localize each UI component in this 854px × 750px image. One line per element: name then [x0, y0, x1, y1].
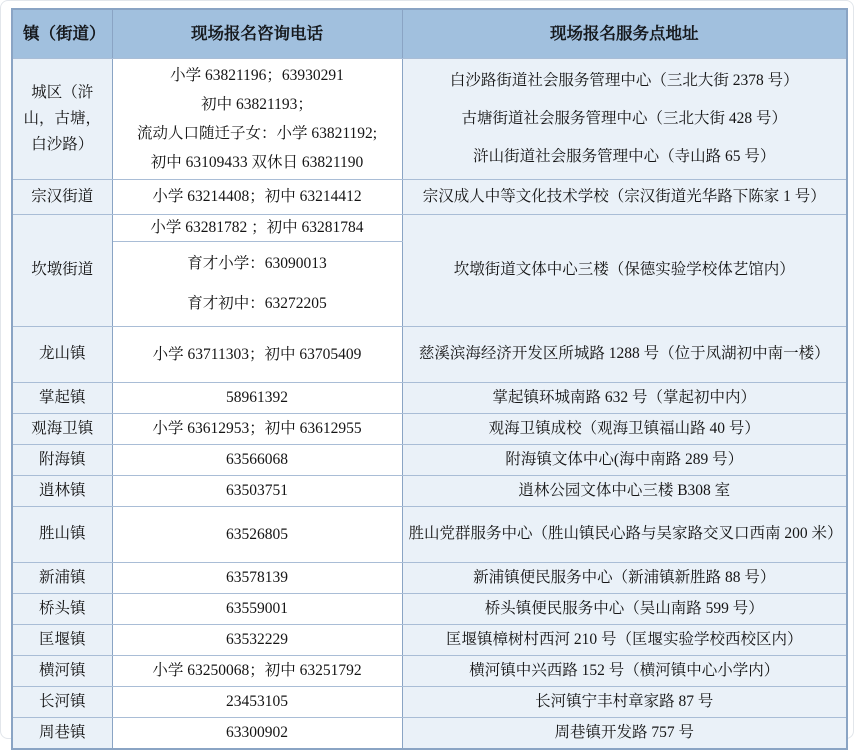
table-row [12, 593, 847, 624]
header-phone: 现场报名咨询电话 [112, 9, 402, 58]
address-line: 古塘街道社会服务管理中心（三北大街 428 号） [461, 109, 787, 127]
header-town: 镇（街道） [12, 9, 112, 58]
phone-line: 育才小学：63090013 [187, 254, 327, 272]
table-row [12, 413, 847, 444]
phone-line: 小学 63821196；63930291 [170, 66, 344, 84]
town-cell: 龙山镇 [12, 326, 112, 382]
address-cell: 横河镇中兴西路 152 号（横河镇中心小学内） [402, 655, 847, 686]
phone-cell: 小学 63281782 ；初中 63281784 [112, 214, 402, 241]
address-line: 白沙路街道社会服务管理中心（三北大街 2378 号） [449, 71, 799, 89]
address-cell: 周巷镇开发路 757 号 [402, 717, 847, 749]
table-row [12, 179, 847, 214]
phone-cell [112, 58, 402, 179]
town-cell: 桥头镇 [12, 593, 112, 624]
phone-cell: 58961392 [112, 382, 402, 413]
address-cell [402, 58, 847, 179]
address-cell: 匡堰镇樟树村西河 210 号（匡堰实验学校西校区内） [402, 624, 847, 655]
phone-line: 初中 63821193； [201, 95, 313, 113]
phone-cell: 小学 63214408；初中 63214412 [112, 179, 402, 214]
table-row [12, 382, 847, 413]
table-row [12, 58, 847, 179]
town-cell: 胜山镇 [12, 506, 112, 562]
town-cell: 城区（浒山，古塘，白沙路） [12, 58, 112, 179]
phone-cell: 小学 63711303；初中 63705409 [112, 326, 402, 382]
phone-cell [112, 241, 402, 326]
address-line: 浒山街道社会服务管理中心（寺山路 65 号） [473, 147, 776, 165]
header-row [12, 9, 847, 58]
town-cell: 坎墩街道 [12, 214, 112, 326]
address-cell: 宗汉成人中等文化技术学校（宗汉街道光华路下陈家 1 号） [402, 179, 847, 214]
phone-line: 流动人口随迁子女：小学 63821192; [136, 124, 378, 142]
phone-cell: 63559001 [112, 593, 402, 624]
phone-cell: 小学 63250068；初中 63251792 [112, 655, 402, 686]
table-row [12, 506, 847, 562]
table-row [12, 444, 847, 475]
town-cell: 横河镇 [12, 655, 112, 686]
phone-line: 育才初中：63272205 [187, 294, 327, 312]
address-cell: 长河镇宁丰村章家路 87 号 [402, 686, 847, 717]
town-cell: 掌起镇 [12, 382, 112, 413]
address-cell: 观海卫镇成校（观海卫镇福山路 40 号） [402, 413, 847, 444]
table-row [12, 686, 847, 717]
address-cell: 新浦镇便民服务中心（新浦镇新胜路 88 号） [402, 562, 847, 593]
address-cell: 胜山党群服务中心（胜山镇民心路与吴家路交叉口西南 200 米） [402, 506, 847, 562]
phone-cell: 23453105 [112, 686, 402, 717]
address-cell: 慈溪滨海经济开发区所城路 1288 号（位于凤湖初中南一楼） [402, 326, 847, 382]
town-cell: 观海卫镇 [12, 413, 112, 444]
table-row [12, 326, 847, 382]
registration-phone-address-table [11, 8, 848, 750]
town-cell: 周巷镇 [12, 717, 112, 749]
phone-line: 初中 63109433 双休日 63821190 [150, 153, 364, 171]
table-row [12, 562, 847, 593]
phone-cell: 63532229 [112, 624, 402, 655]
address-cell: 逍林公园文体中心三楼 B308 室 [402, 475, 847, 506]
header-address: 现场报名服务点地址 [402, 9, 847, 58]
town-cell: 长河镇 [12, 686, 112, 717]
town-cell: 附海镇 [12, 444, 112, 475]
phone-cell: 63300902 [112, 717, 402, 749]
phone-cell: 63566068 [112, 444, 402, 475]
table-row [12, 717, 847, 749]
address-cell: 桥头镇便民服务中心（吴山南路 599 号） [402, 593, 847, 624]
phone-cell: 63526805 [112, 506, 402, 562]
town-cell: 新浦镇 [12, 562, 112, 593]
address-cell: 掌起镇环城南路 632 号（掌起初中内） [402, 382, 847, 413]
address-cell: 坎墩街道文体中心三楼（保德实验学校体艺馆内） [402, 214, 847, 326]
town-cell: 匡堰镇 [12, 624, 112, 655]
phone-cell: 63578139 [112, 562, 402, 593]
phone-cell: 63503751 [112, 475, 402, 506]
table-row [12, 655, 847, 686]
town-cell: 逍林镇 [12, 475, 112, 506]
town-cell: 宗汉街道 [12, 179, 112, 214]
phone-cell: 小学 63612953；初中 63612955 [112, 413, 402, 444]
table-row [12, 624, 847, 655]
address-cell: 附海镇文体中心(海中南路 289 号） [402, 444, 847, 475]
table-row [12, 475, 847, 506]
table-row [12, 214, 847, 241]
